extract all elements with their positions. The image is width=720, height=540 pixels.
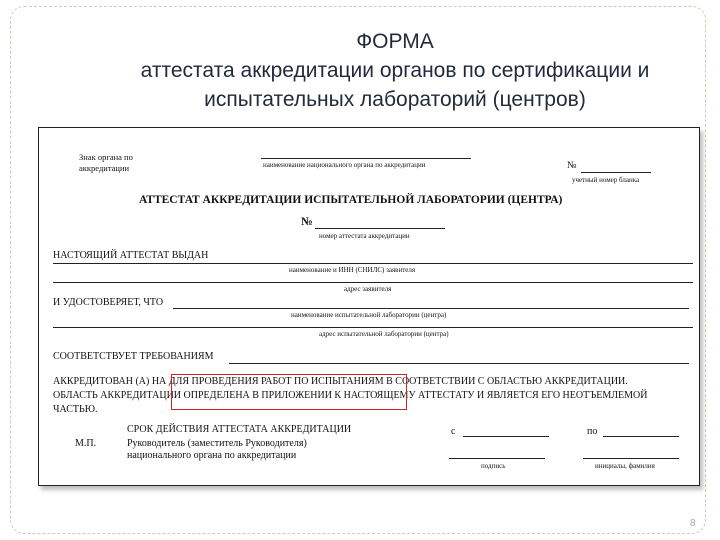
document-heading: АТТЕСТАТ АККРЕДИТАЦИИ ИСПЫТАТЕЛЬНОЙ ЛАБОРАТОРИИ (ЦЕНТРА) bbox=[139, 194, 563, 206]
signature-line bbox=[449, 458, 545, 459]
applicant-caption: наименование и ИНН (СНИЛС) заявителя bbox=[289, 266, 416, 274]
applicant-line bbox=[53, 263, 693, 264]
lab-address-line bbox=[53, 327, 693, 328]
initials-line bbox=[583, 458, 679, 459]
form-number-line bbox=[581, 172, 651, 173]
from-date-line bbox=[463, 436, 549, 437]
accredited-line1: АККРЕДИТОВАН (А) НА ДЛЯ ПРОВЕДЕНИЯ РАБОТ ПО ИСПЫТАНИЯМ В СООТВЕТСТВИИ С ОБЛАСТЬЮ АККРЕДИТАЦИИ. bbox=[53, 376, 628, 387]
stamp-label: М.П. bbox=[75, 438, 97, 449]
issued-to-label: НАСТОЯЩИЙ АТТЕСТАТ ВЫДАН bbox=[53, 250, 209, 261]
validity-label: СРОК ДЕЙСТВИЯ АТТЕСТАТА АККРЕДИТАЦИИ bbox=[127, 424, 352, 435]
highlight-box bbox=[171, 374, 407, 410]
lab-address-caption: адрес испытательной лаборатории (центра) bbox=[319, 330, 449, 338]
to-label: по bbox=[587, 426, 598, 437]
applicant-address-line bbox=[53, 282, 693, 283]
attestat-form-document bbox=[38, 127, 700, 486]
initials-caption: инициалы, фамилия bbox=[595, 462, 655, 470]
attestat-number-caption: номер аттестата аккредитации bbox=[319, 232, 410, 240]
to-date-line bbox=[603, 436, 679, 437]
form-number-sign: № bbox=[567, 160, 577, 171]
page-number: 8 bbox=[690, 518, 696, 529]
national-org-line bbox=[261, 158, 471, 159]
complies-label: СООТВЕТСТВУЕТ ТРЕБОВАНИЯМ bbox=[53, 351, 214, 362]
certifies-label: И УДОСТОВЕРЯЕТ, ЧТО bbox=[53, 297, 164, 308]
head-line2: национального органа по аккредитации bbox=[127, 450, 297, 461]
form-number-caption: учетный номер бланка bbox=[572, 176, 640, 184]
slide-title-line2: аттестата аккредитации органов по сертификации и bbox=[140, 59, 650, 82]
slide-title-line3: испытательных лабораторий (центров) bbox=[204, 88, 586, 111]
emblem-label-line2: аккредитации bbox=[79, 163, 130, 173]
signature-caption: подпись bbox=[481, 462, 506, 470]
emblem-label-line1: Знак органа по bbox=[79, 152, 133, 162]
slide-title-line1: ФОРМА bbox=[356, 30, 434, 53]
attestat-number-sign: № bbox=[301, 216, 313, 228]
head-line1: Руководитель (заместитель Руководителя) bbox=[127, 438, 307, 449]
accredited-line3: ЧАСТЬЮ. bbox=[53, 404, 98, 415]
accredited-line2: ОБЛАСТЬ АККРЕДИТАЦИИ ОПРЕДЕЛЕНА В ПРИЛОЖЕНИИ К НАСТОЯЩЕМУ АТТЕСТАТУ И ЯВЛЯЕТСЯ ЕГО НЕОТЪЕМЛЕМОЙ bbox=[53, 390, 648, 401]
lab-name-line bbox=[173, 308, 689, 309]
national-org-caption: наименование национального органа по аккредитации bbox=[263, 161, 426, 169]
applicant-address-caption: адрес заявителя bbox=[344, 285, 392, 293]
attestat-number-line bbox=[315, 228, 445, 229]
complies-line bbox=[229, 363, 689, 364]
from-label: с bbox=[451, 426, 456, 437]
lab-name-caption: наименование испытательной лаборатории (центра) bbox=[291, 311, 447, 319]
